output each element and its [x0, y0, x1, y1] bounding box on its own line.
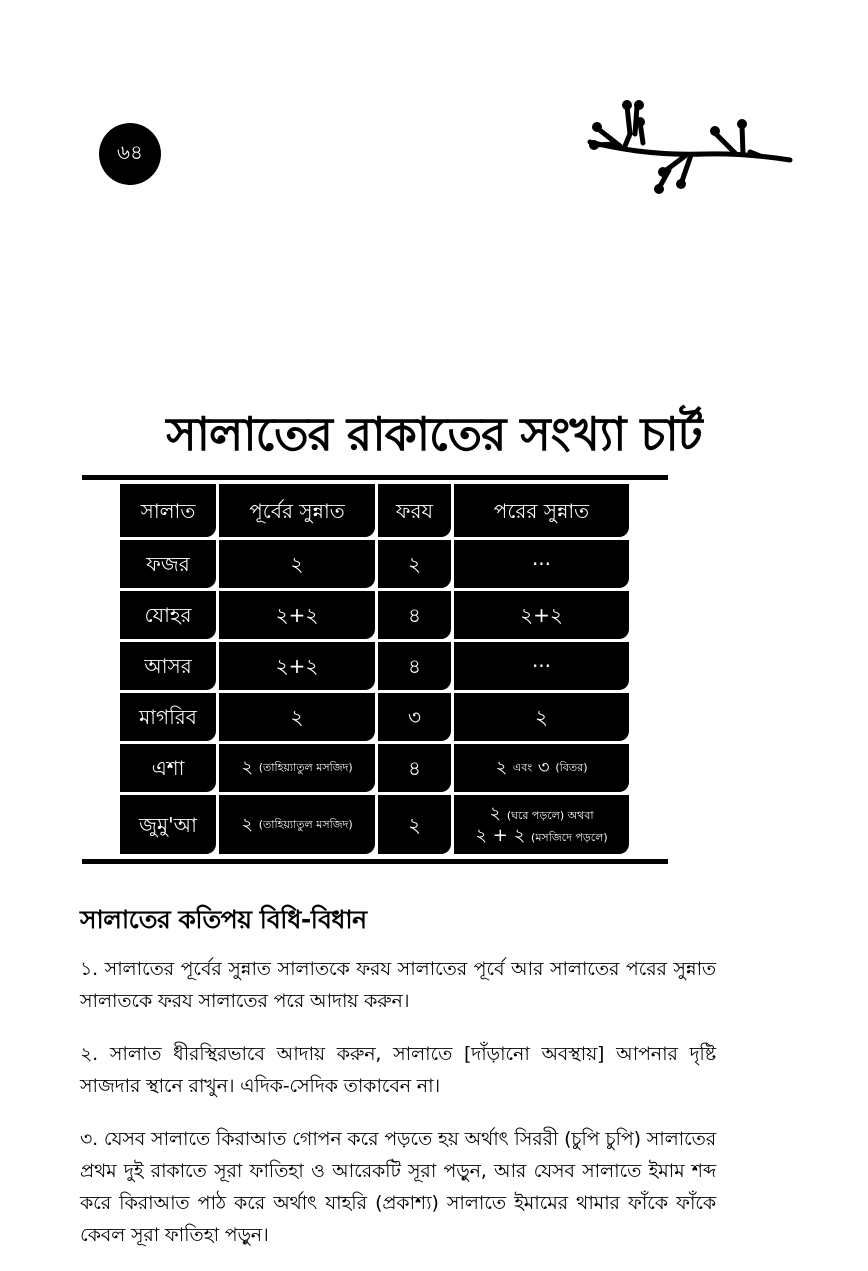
fard-value: ৩	[378, 693, 451, 741]
after-sunnah-value: ২+২	[454, 591, 629, 639]
header-after-sunnah: পরের সুন্নাত	[454, 484, 629, 537]
before-sunnah-note: (তাহিয়্যাতুল মসজিদ)	[258, 817, 353, 831]
salat-name: মাগরিব	[120, 693, 216, 741]
before-sunnah-count: ২	[241, 813, 254, 835]
rakat-table	[120, 484, 632, 857]
witr-note: (বিতর)	[555, 761, 588, 775]
before-sunnah-value: ২+২	[219, 591, 375, 639]
after-sunnah-value: ···	[454, 642, 629, 690]
before-sunnah-value: ২+২	[219, 642, 375, 690]
before-sunnah-value	[219, 744, 375, 792]
header-salat: সালাত	[120, 484, 216, 537]
header-fard: ফরয	[378, 484, 451, 537]
table-row	[120, 795, 632, 854]
table-header-row	[120, 484, 632, 537]
before-sunnah-note: (তাহিয়্যাতুল মসজিদ)	[258, 761, 353, 775]
fard-value: ৪	[378, 591, 451, 639]
fard-value: ২	[378, 795, 451, 854]
fard-value: ৪	[378, 642, 451, 690]
table-bottom-rule	[82, 859, 668, 864]
before-sunnah-count: ২	[241, 757, 254, 779]
salat-name: আসর	[120, 642, 216, 690]
page-number: ৬৪	[117, 139, 143, 164]
salat-name: জুমু'আ	[120, 795, 216, 854]
chart-title: সালাতের রাকাতের সংখ্যা চার্ট	[166, 407, 702, 461]
table-row	[120, 591, 632, 639]
after-sunnah-value: ২	[454, 693, 629, 741]
witr-count: ৩	[537, 757, 550, 779]
after-sunnah-line-1	[489, 803, 593, 825]
after-sunnah-count: ২	[495, 757, 508, 779]
before-sunnah-value: ২	[219, 693, 375, 741]
table-row	[120, 642, 632, 690]
rule-paragraph-3: ৩. যেসব সালাতে কিরাআত গোপন করে পড়তে হয় অর্থাৎ সিররী (চুপি চুপি) সালাতের প্রথম দুই রাকাতে সূরা ফাতিহা ও আরেকটি সূরা পড়ুন, আর যেসব সালাতে ইমাম শব্দ করে কিরাআত পাঠ করে অর্থাৎ যাহরি (প্রকাশ্য) সালাতে ইমামের থামার ফাঁকে ফাঁকে কেবল সূরা ফাতিহা পড়ুন।	[80, 1128, 716, 1246]
table-row	[120, 540, 632, 588]
salat-name: ফজর	[120, 540, 216, 588]
header-before-sunnah: পূর্বের সুন্নাত	[219, 484, 375, 537]
table-top-rule	[82, 475, 668, 480]
table-row	[120, 693, 632, 741]
branch-ornament-icon	[585, 98, 795, 198]
after-sunnah-home-note: (ঘরে পড়লে) অথবা	[506, 808, 594, 822]
after-sunnah-masjid-note: (মসজিদে পড়লে)	[531, 830, 608, 844]
fard-value: ৪	[378, 744, 451, 792]
after-sunnah-conj: এবং	[512, 761, 533, 775]
salat-name: যোহর	[120, 591, 216, 639]
after-sunnah-line-2	[475, 825, 607, 847]
before-sunnah-value: ২	[219, 540, 375, 588]
after-sunnah-value: ···	[454, 540, 629, 588]
fard-value: ২	[378, 540, 451, 588]
after-sunnah-home-count: ২	[489, 802, 502, 824]
page-number-badge	[99, 123, 161, 185]
after-sunnah-masjid-count: ২ + ২	[475, 824, 526, 846]
rule-paragraph-1: ১. সালাতের পূর্বের সুন্নাত সালাতকে ফরয সালাতের পূর্বে আর সালাতের পরের সুন্নাত সালাতকে ফরয সালাতের পরে আদায় করুন।	[80, 958, 716, 1012]
salat-name: এশা	[120, 744, 216, 792]
section-title: সালাতের কতিপয় বিধি-বিধান	[80, 905, 367, 934]
after-sunnah-value	[454, 795, 629, 854]
rule-paragraph-2: ২. সালাত ধীরস্থিরভাবে আদায় করুন, সালাতে [দাঁড়ানো অবস্থায়] আপনার দৃষ্টি সাজদার স্থানে রাখুন। এদিক-সেদিক তাকাবেন না।	[80, 1043, 716, 1097]
table-row	[120, 744, 632, 792]
before-sunnah-value	[219, 795, 375, 854]
after-sunnah-value	[454, 744, 629, 792]
